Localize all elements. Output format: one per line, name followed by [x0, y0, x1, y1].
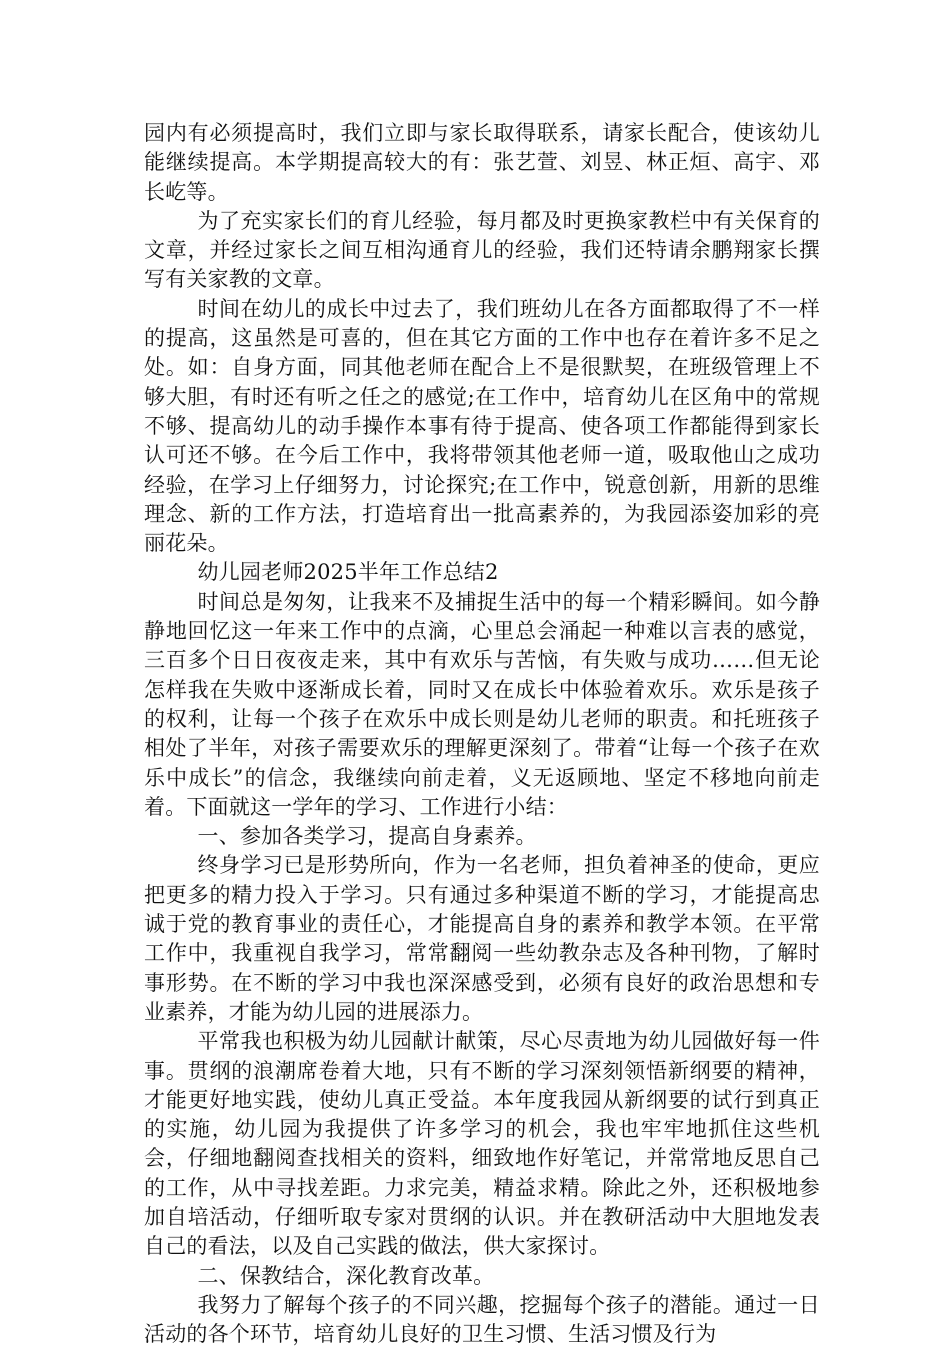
- section-title-summary-2: 幼儿园老师2025半年工作总结2: [197, 560, 499, 585]
- heading-care-education: 二、保教结合，深化教育改革。: [197, 1263, 495, 1288]
- paragraph-time-passes: 时间总是匆匆，让我来不及捕捉生活中的每一个精彩瞬间。如今静静地回忆这一年来工作中的点滴，心里总会涌起一种难以言表的感觉，三百多个日日夜夜走来，其中有欢乐与苦恼，有失败与成功……但无论怎样我在失败中逐渐成长着，同时又在成长中体验着欢乐。欢乐是孩子的权利，让每一个孩子在欢乐中成长则是幼儿老师的职责。和托班孩子相处了半年，对孩子需要欢乐的理解更深刻了。带着“让每一个孩子在欢乐中成长”的信念，我继续向前走着，义无返顾地、坚定不移地向前走着。下面就这一学年的学习、工作进行小结：: [144, 589, 820, 819]
- document-body: [144, 119, 820, 1349]
- heading-study-improvement: 一、参加各类学习，提高自身素养。: [197, 824, 537, 849]
- paragraph-shortcomings: 时间在幼儿的成长中过去了，我们班幼儿在各方面都取得了不一样的提高，这虽然是可喜的，但在其它方面的工作中也存在着许多不足之处。如：自身方面，同其他老师在配合上不是很默契，在班级管理上不够大胆，有时还有听之任之的感觉;在工作中，培育幼儿在区角中的常规不够、提高幼儿的动手操作本事有待于提高、使各项工作都能得到家长认可还不够。在今后工作中，我将带领其他老师一道，吸取他山之成功经验，在学习上仔细努力，讨论探究;在工作中，锐意创新，用新的思维理念、新的工作方法，打造培育出一批高素养的，为我园添姿加彩的亮丽花朵。: [144, 296, 820, 556]
- paragraph-parent-contact: 园内有必须提高时，我们立即与家长取得联系，请家长配合，使该幼儿能继续提高。本学期提高较大的有：张艺萱、刘昱、林正烜、高宇、邓长屹等。: [144, 121, 820, 204]
- paragraph-lifelong-learning: 终身学习已是形势所向，作为一名老师，担负着神圣的使命，更应把更多的精力投入于学习。只有通过多种渠道不断的学习，才能提高忠诚于党的教育事业的责任心，才能提高自身的素养和教学本领。在平常工作中，我重视自我学习，常常翻阅一些幼教杂志及各种刊物，了解时事形势。在不断的学习中我也深深感受到，必须有良好的政治思想和专业素养，才能为幼儿园的进展添力。: [144, 853, 820, 1024]
- paragraph-new-guidelines: 平常我也积极为幼儿园献计献策，尽心尽责地为幼儿园做好每一件事。贯纲的浪潮席卷着大地，只有不断的学习深刻领悟新纲要的精神，才能更好地实践，使幼儿真正受益。本年度我园从新纲要的试行到真正的实施，幼儿园为我提供了许多学习的机会，我也牢牢地抓住这些机会，仔细地翻阅查找相关的资料，细致地作好笔记，并常常地反思自己的工作，从中寻找差距。力求完美，精益求精。除此之外，还积极地参加自培活动，仔细听取专家对贯纲的认识。并在教研活动中大胆地发表自己的看法，以及自己实践的做法，供大家探讨。: [144, 1029, 820, 1259]
- paragraph-child-interests: 我努力了解每个孩子的不同兴趣，挖掘每个孩子的潜能。通过一日活动的各个环节，培育幼儿良好的卫生习惯、生活习惯及行为: [144, 1292, 820, 1347]
- paragraph-parenting-column: 为了充实家长们的育儿经验，每月都及时更换家教栏中有关保育的文章，并经过家长之间互相沟通育儿的经验，我们还特请余鹏翔家长撰写有关家教的文章。: [144, 208, 820, 292]
